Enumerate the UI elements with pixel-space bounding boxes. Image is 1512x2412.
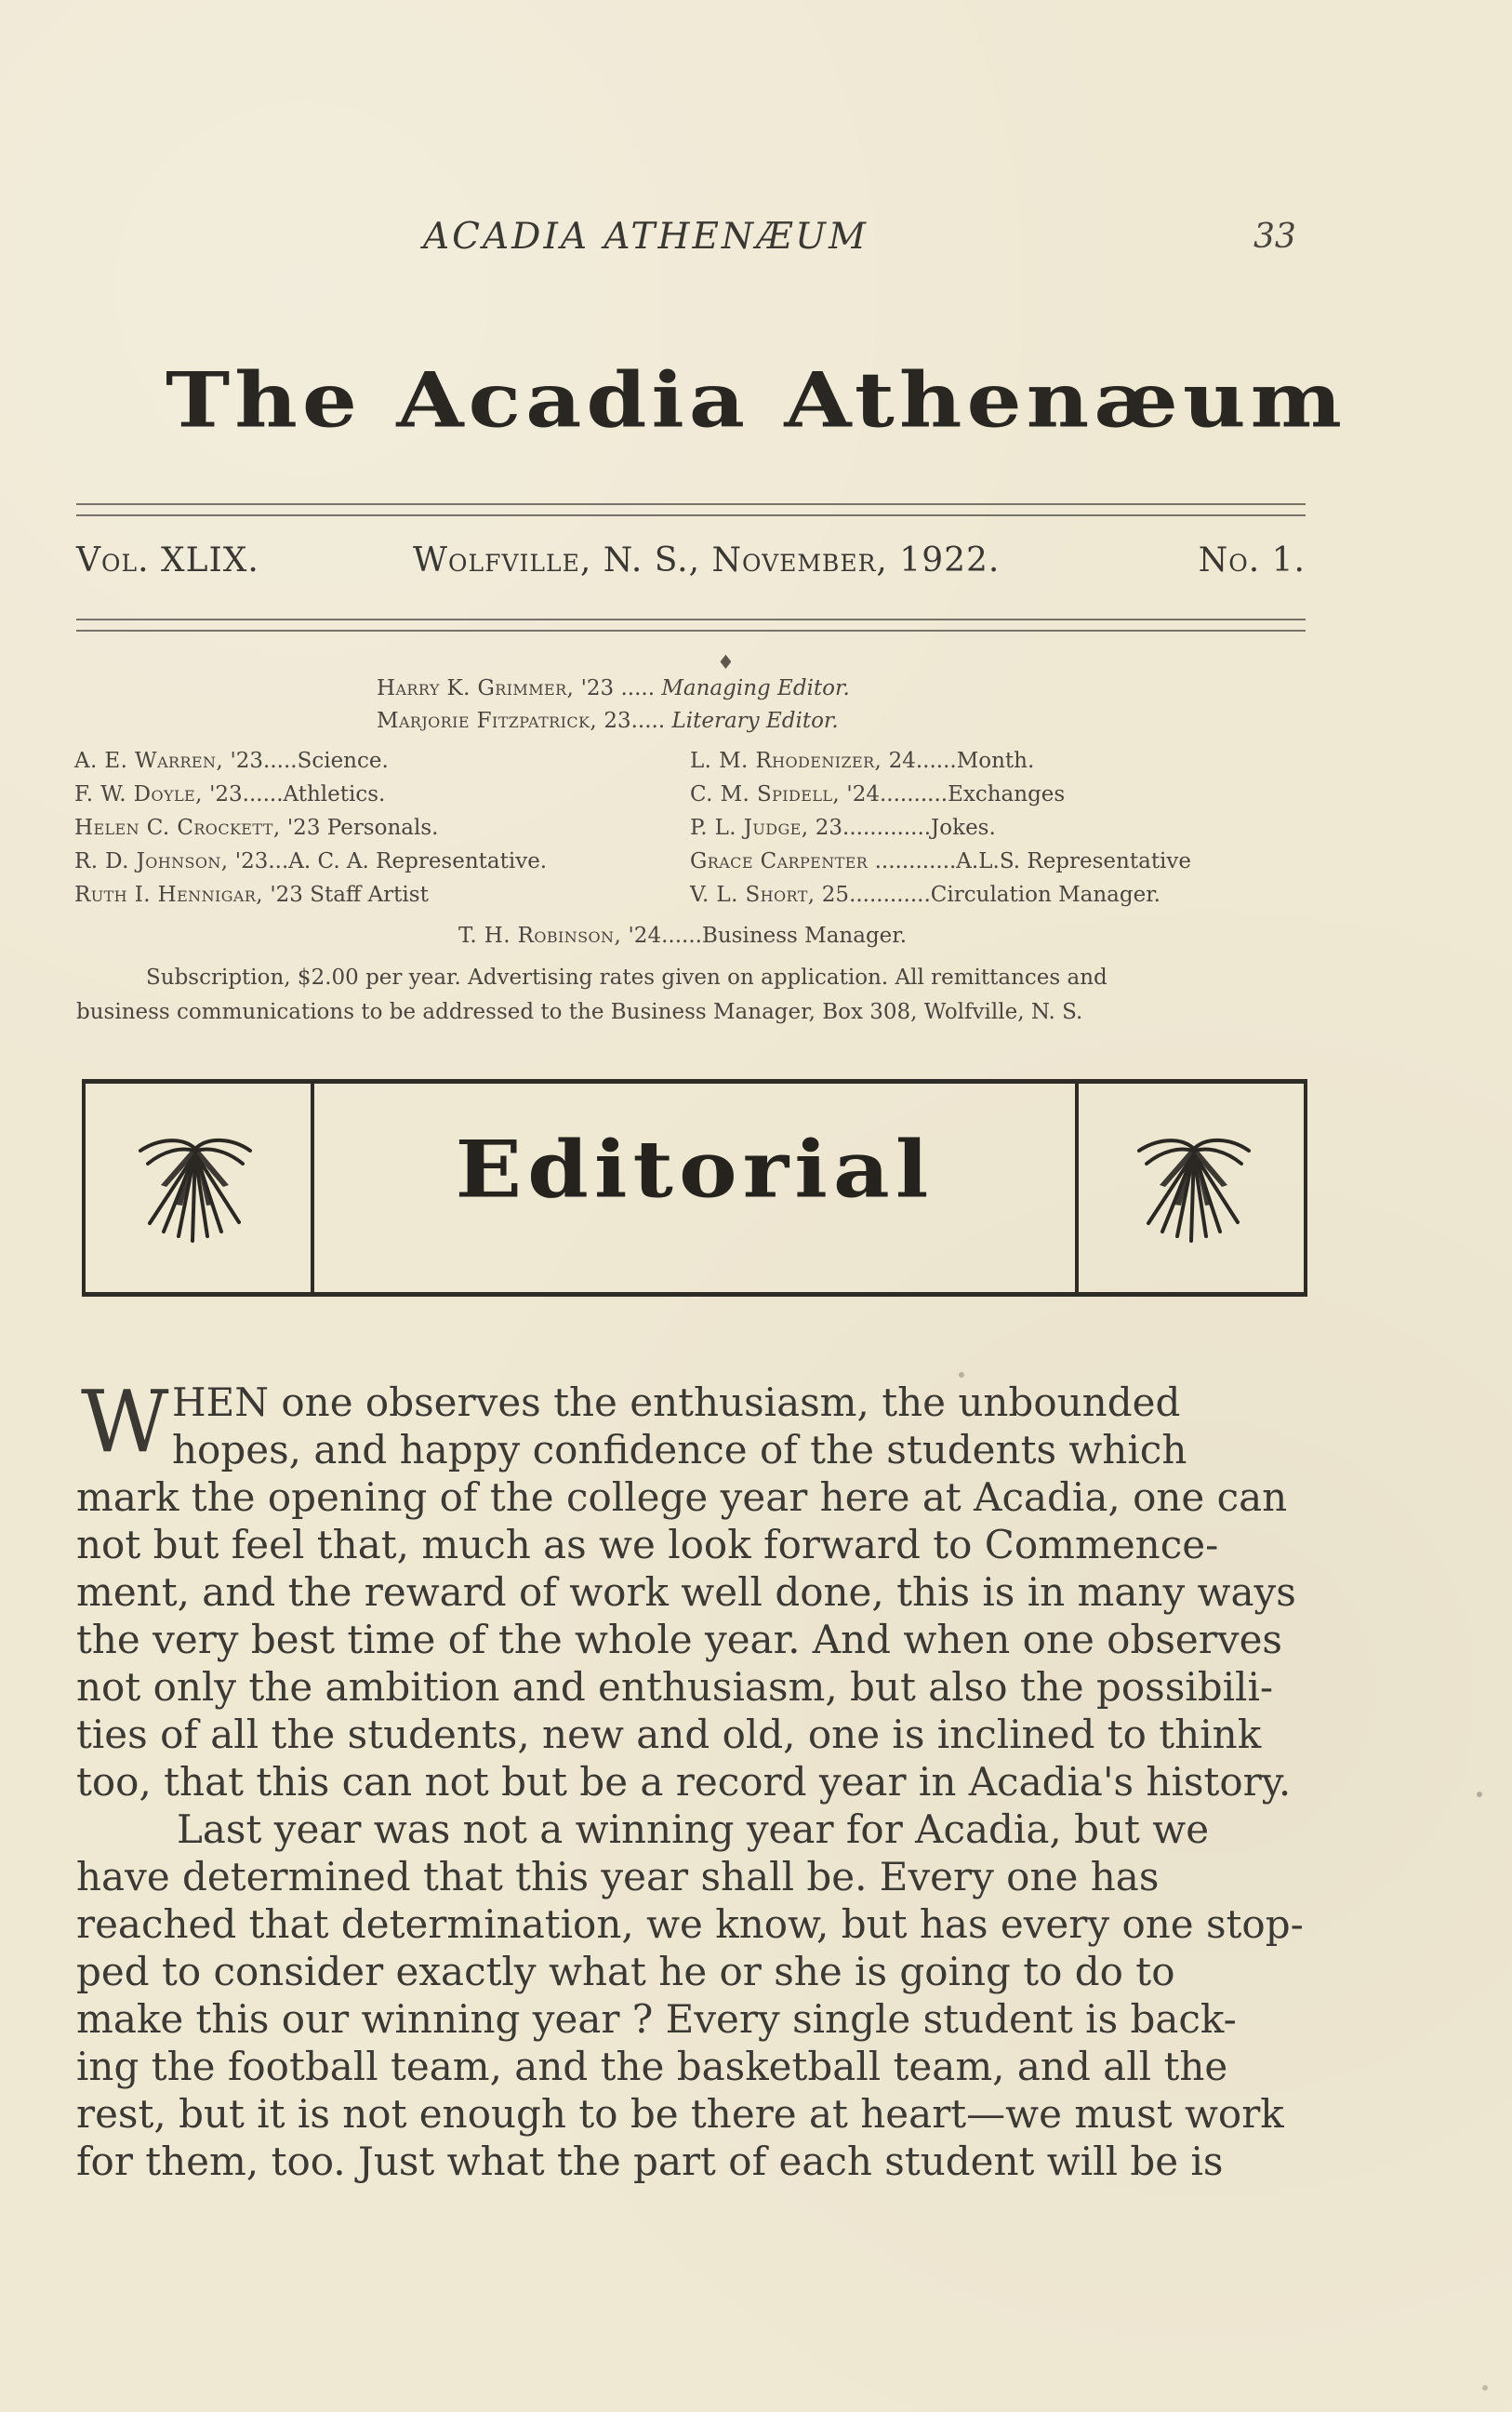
staff-name: Marjorie Fitzpatrick, (377, 709, 598, 733)
staff-detail: ............A.L.S. Representative (874, 849, 1192, 873)
staff-name: Grace Carpenter (690, 849, 869, 873)
staff-entry-right (690, 749, 1034, 773)
subscription-note (76, 961, 1306, 1030)
bottom-double-rule (76, 619, 1306, 632)
staff-entry-left (74, 849, 547, 873)
staff-detail: 25............Circulation Manager. (821, 883, 1161, 907)
running-head-title: ACADIA ATHENÆUM (423, 216, 869, 258)
palm-leaf-icon (1134, 1132, 1254, 1244)
staff-name: A. E. Warren, (74, 749, 224, 773)
issue-line (76, 541, 1306, 592)
staff-role: Literary Editor. (671, 709, 839, 733)
body-line: reached that determination, we know, but has every one stop- (76, 1901, 1304, 1947)
body-line: too, that this can not but be a record year in Acadia's history. (76, 1759, 1292, 1805)
body-line: the very best time of the whole year. And when one observes (76, 1617, 1282, 1662)
staff-name: C. M. Spidell, (690, 782, 841, 806)
body-line: not only the ambition and enthusiasm, but also the possibili- (76, 1664, 1274, 1710)
staff-entry-left (74, 883, 429, 907)
staff-entry-right (690, 782, 1065, 806)
body-line: ing the football team, and the basketball team, and all the (76, 2044, 1228, 2089)
body-line: rest, but it is not enough to be there at heart—we must work (76, 2091, 1284, 2137)
staff-detail: 24......Month. (888, 749, 1035, 773)
staff-entry-right (690, 816, 996, 840)
editorial-header-box (82, 1079, 1307, 1297)
staff-detail: 23..... (603, 709, 666, 733)
staff-entry-left (74, 782, 385, 806)
body-line: ties of all the students, new and old, one is inclined to think (76, 1712, 1262, 1757)
place-date-label: Wolfville, N. S., November, 1922. (413, 541, 1001, 580)
paper-speck (959, 1372, 964, 1378)
staff-name: Helen C. Crockett, (74, 816, 281, 840)
staff-listing (0, 651, 1512, 1042)
staff-detail: '23...A. C. A. Representative. (234, 849, 548, 873)
masthead-title: The Acadia Athenæum (166, 355, 1346, 445)
staff-name: R. D. Johnson, (74, 849, 229, 873)
body-line: ment, and the reward of work well done, this is in many ways (76, 1569, 1296, 1615)
staff-entry-right (690, 883, 1161, 907)
staff-role: Managing Editor. (661, 676, 850, 700)
staff-detail: '23.....Science. (230, 749, 389, 773)
body-line: hopes, and happy confidence of the students which (172, 1427, 1187, 1473)
page-number: 33 (1253, 218, 1296, 256)
staff-name: Harry K. Grimmer, (377, 676, 575, 700)
subscription-line: Subscription, $2.00 per year. Advertising rates given on application. All remittances and (146, 966, 1107, 990)
running-head (0, 216, 1512, 262)
staff-name: V. L. Short, (690, 883, 816, 907)
top-double-rule (76, 503, 1306, 516)
staff-entry-left (74, 749, 389, 773)
staff-detail: '23 ..... (580, 676, 656, 700)
body-line: ped to consider exactly what he or she is going to do to (76, 1949, 1175, 1994)
staff-detail: '23 Staff Artist (270, 883, 429, 907)
body-line: for them, too. Just what the part of each student will be is (76, 2139, 1224, 2184)
staff-name: L. M. Rhodenizer, (690, 749, 882, 773)
staff-name: F. W. Doyle, (74, 782, 203, 806)
editorial-body (76, 1372, 1311, 2185)
body-line: Last year was not a winning year for Acadia, but we (177, 1806, 1210, 1852)
paper-speck (1477, 1792, 1482, 1797)
body-line: HEN one observes the enthusiasm, the unbounded (172, 1379, 1181, 1425)
body-line: have determined that this year shall be. Every one has (76, 1854, 1160, 1899)
editorial-title: Editorial (455, 1124, 935, 1216)
staff-name: Ruth I. Hennigar, (74, 883, 263, 907)
body-line: make this our winning year ? Every single student is back- (76, 1996, 1237, 2042)
staff-name: P. L. Judge, (690, 816, 809, 840)
staff-detail: '24......Business Manager. (628, 924, 908, 948)
staff-entry-right (690, 849, 1191, 873)
managing-editor-line (377, 676, 850, 700)
staff-name: T. H. Robinson, (458, 924, 622, 948)
volume-label: Vol. XLIX. (76, 541, 259, 580)
body-line: mark the opening of the college year here at Acadia, one can (76, 1474, 1288, 1520)
palm-leaf-icon (135, 1132, 256, 1244)
staff-detail: '23 Personals. (286, 816, 439, 840)
body-line: not but feel that, much as we look forward to Commence- (76, 1522, 1219, 1567)
subscription-line: business communications to be addressed to the Business Manager, Box 308, Wolfville, N. S. (76, 1000, 1083, 1024)
paper-speck (1482, 2385, 1488, 2391)
staff-entry-left (74, 816, 438, 840)
staff-mark-icon: ♦ (717, 651, 735, 673)
staff-detail: '23......Athletics. (209, 782, 386, 806)
staff-detail: '24..........Exchanges (846, 782, 1066, 806)
business-manager-line (458, 924, 907, 948)
drop-cap: W (81, 1372, 169, 1472)
staff-detail: 23.............Jokes. (815, 816, 996, 840)
issue-number-label: No. 1. (1198, 541, 1306, 580)
literary-editor-line (377, 709, 839, 733)
